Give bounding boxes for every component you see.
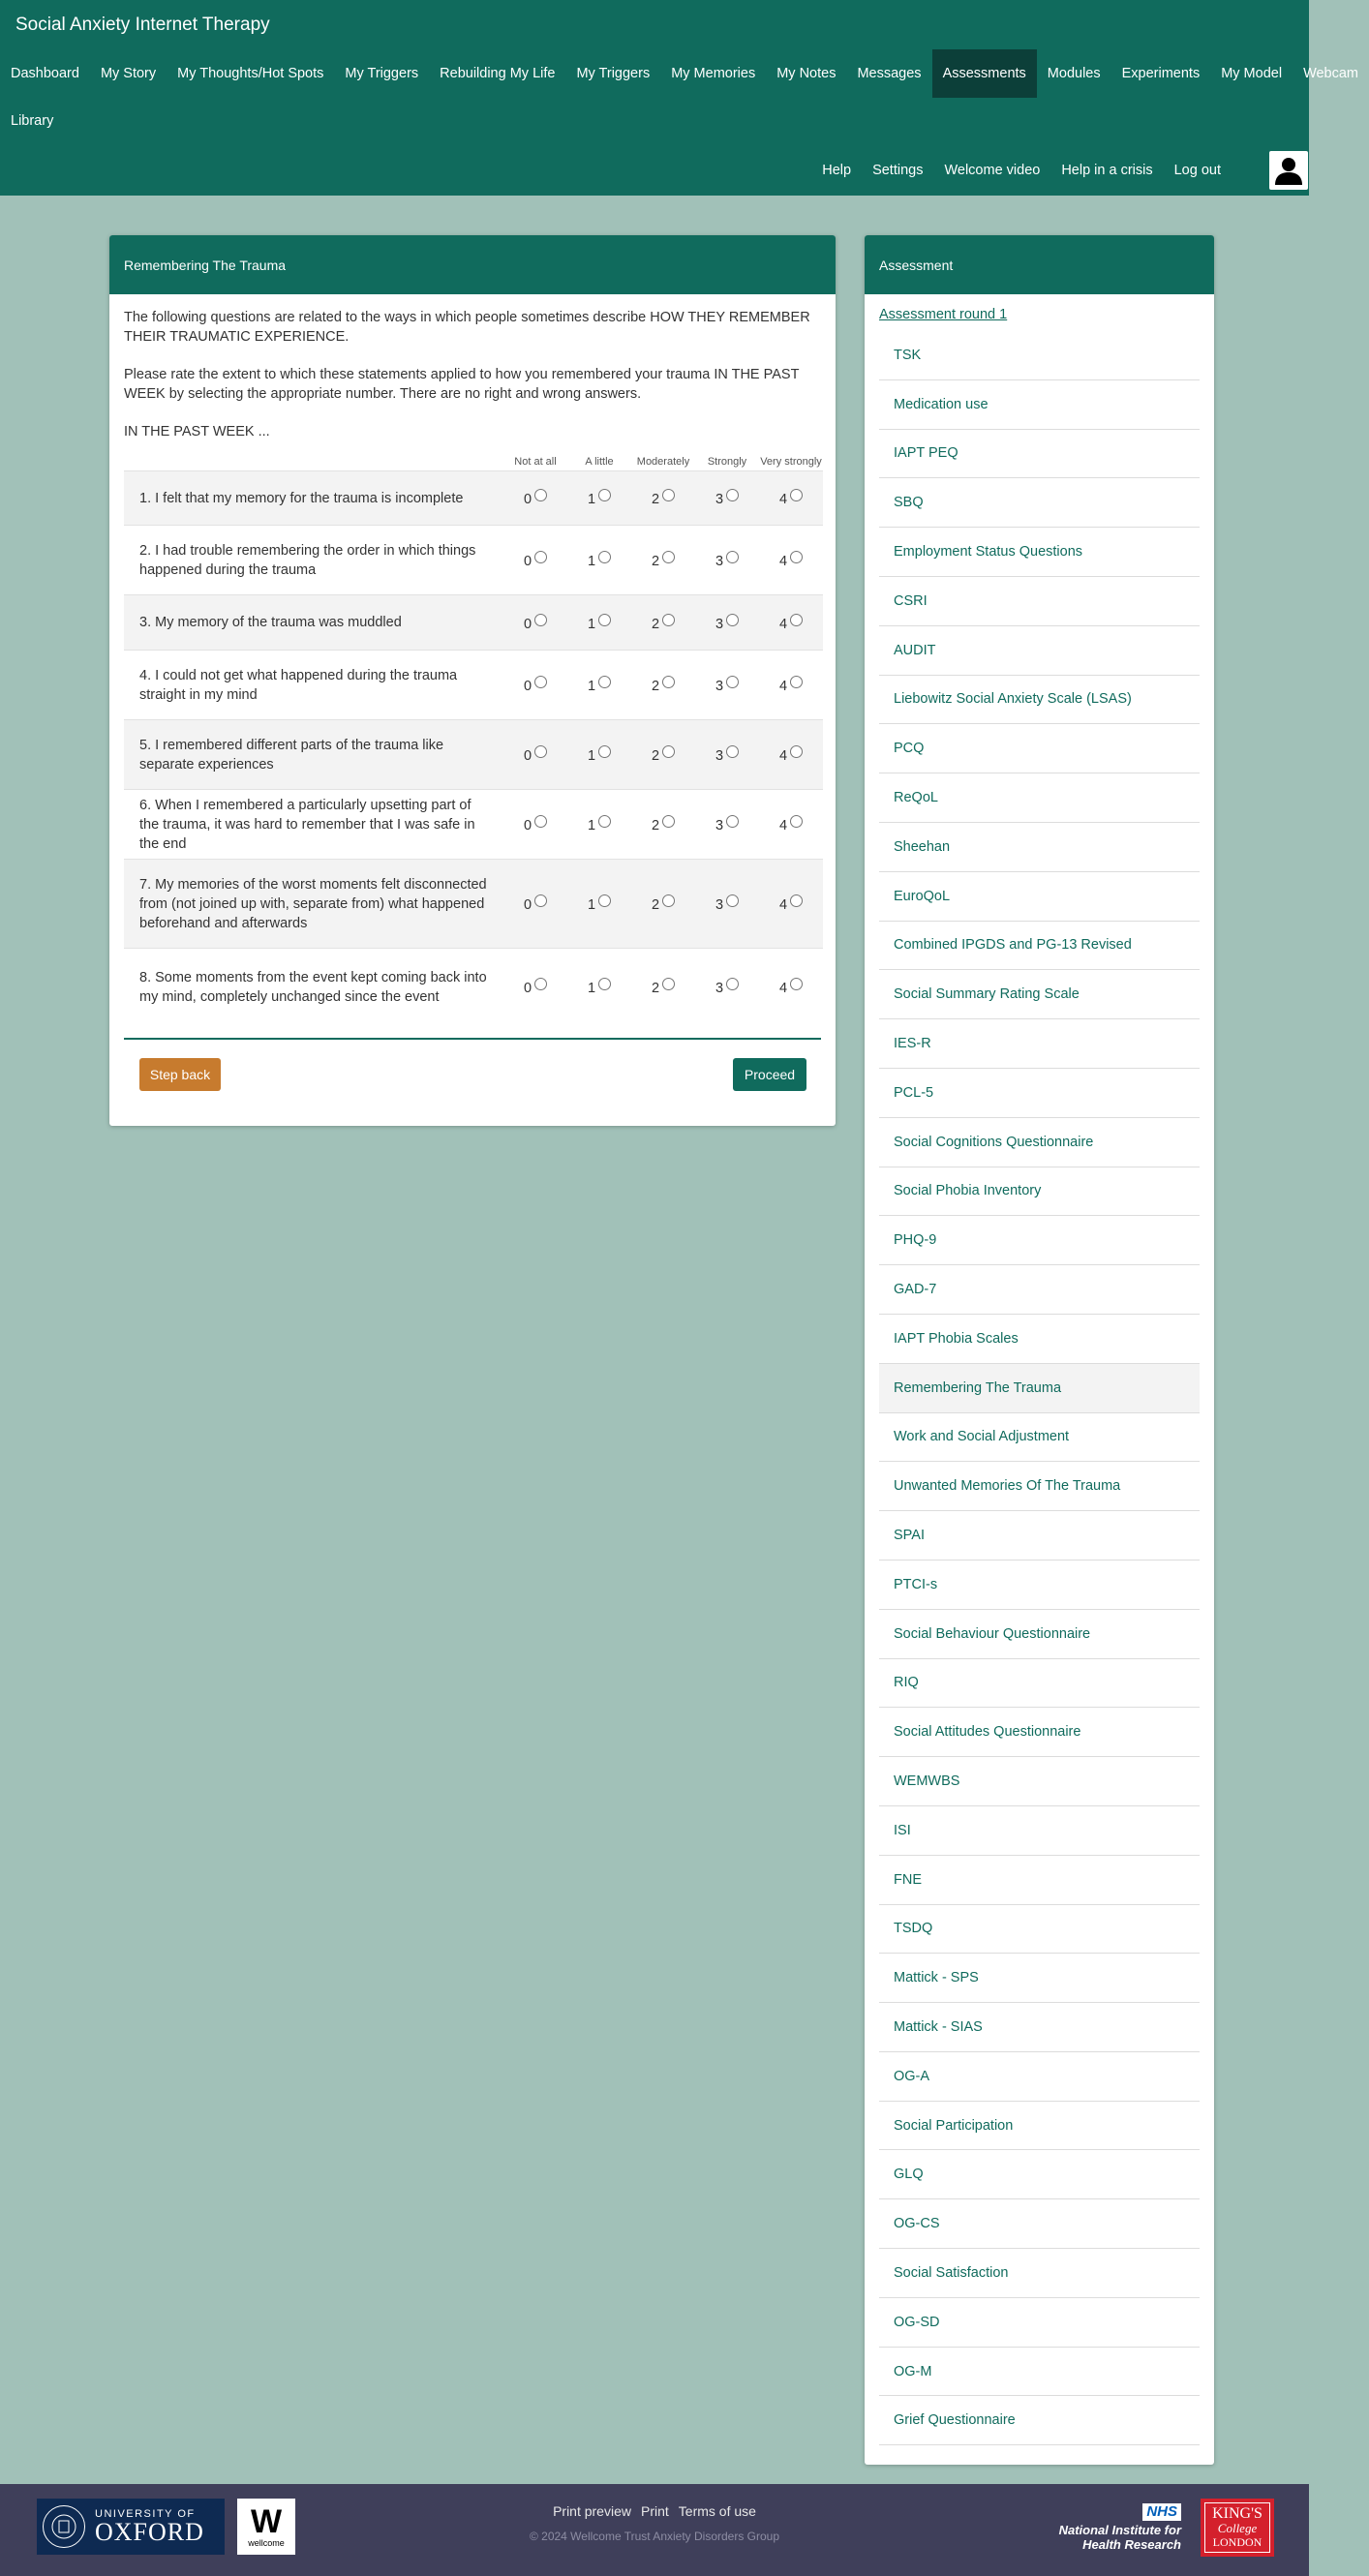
option-value: 1 [587,897,596,913]
nav-item-my-notes[interactable]: My Notes [776,66,837,81]
sidebar-item-tsk[interactable]: TSK [879,331,1200,380]
sidebar-item-og-sd[interactable]: OG-SD [879,2298,1200,2348]
answer-radio[interactable] [726,551,739,563]
question-text: 2. I had trouble remembering the order in which things happened during the trauma [139,542,476,578]
answer-radio[interactable] [790,676,803,688]
question-row [124,720,823,790]
option-value: 2 [651,981,660,997]
answer-radio[interactable] [790,614,803,626]
question-text: 8. Some moments from the event kept coming back into my mind, completely unchanged since the event [139,969,487,1005]
option-value: 4 [778,981,788,997]
sidebar-item-social-behaviour-questionnaire[interactable]: Social Behaviour Questionnaire [879,1610,1200,1659]
option-value: 0 [523,492,532,507]
option-value: 4 [778,679,788,694]
sidebar-item-og-cs[interactable]: OG-CS [879,2199,1200,2249]
sidebar-item-social-cognitions-questionnaire[interactable]: Social Cognitions Questionnaire [879,1118,1200,1167]
sidebar-title: Assessment [865,235,1214,294]
answer-radio[interactable] [534,745,547,758]
option-value: 0 [523,981,532,997]
sidebar-item-gad-7[interactable]: GAD-7 [879,1265,1200,1315]
option-value: 3 [715,897,724,913]
nav-item-messages[interactable]: Messages [857,66,922,81]
nav-item-my-triggers[interactable]: My Triggers [576,66,651,81]
option-value: 2 [651,897,660,913]
answer-radio[interactable] [662,676,675,688]
option-value: 2 [651,748,660,764]
answer-radio[interactable] [790,551,803,563]
nhs-badge: NHS [1142,2503,1181,2521]
answer-option [631,860,695,949]
nav-item-library[interactable]: Library [11,113,54,129]
kings-line2: College [1217,2521,1258,2535]
answer-radio[interactable] [534,489,547,501]
utility-link-help-in-a-crisis[interactable]: Help in a crisis [1061,163,1153,178]
answer-option [567,651,631,720]
answer-radio[interactable] [662,894,675,907]
answer-radio[interactable] [726,894,739,907]
proceed-button[interactable]: Proceed [733,1058,806,1091]
answer-radio[interactable] [598,978,611,990]
page-footer [0,2484,1309,2576]
question-row [124,860,823,949]
answer-option [631,720,695,790]
sidebar-item-iapt-phobia-scales[interactable]: IAPT Phobia Scales [879,1315,1200,1364]
answer-option [631,595,695,651]
sidebar-item-ies-r[interactable]: IES-R [879,1019,1200,1069]
answer-option [567,790,631,860]
scale-header-a-little: A little [585,456,614,468]
answer-radio[interactable] [598,614,611,626]
answer-option [695,790,759,860]
user-profile-button[interactable] [1269,151,1308,190]
question-row [124,526,823,595]
answer-option [503,860,567,949]
answer-radio[interactable] [662,489,675,501]
assessment-round-link[interactable]: Assessment round 1 [879,307,1008,322]
answer-radio[interactable] [790,978,803,990]
sidebar-item-tsdq[interactable]: TSDQ [879,1905,1200,1955]
sidebar-item-euroqol[interactable]: EuroQoL [879,872,1200,922]
scale-header-not-at-all: Not at all [514,456,557,468]
answer-option [695,949,759,1026]
questionnaire-panel [109,235,836,1126]
instructions-text: Please rate the extent to which these statements applied to how you remembered your trauma IN THE PAST WEEK by selecting the appropriate number. There are no right and wrong answers. [124,367,800,402]
form-divider [124,1038,821,1040]
question-text: 6. When I remembered a particularly upsetting part of the trauma, it was hard to remember that I was safe in the end [139,797,475,852]
answer-option [759,790,823,860]
sidebar-item-social-phobia-inventory[interactable]: Social Phobia Inventory [879,1167,1200,1217]
answer-option [695,526,759,595]
option-value: 3 [715,748,724,764]
option-value: 3 [715,492,724,507]
sidebar-item-pcl-5[interactable]: PCL-5 [879,1069,1200,1118]
sidebar-item-spai[interactable]: SPAI [879,1511,1200,1561]
copyright-text: © 2024 Wellcome Trust Anxiety Disorders Group [529,2530,780,2543]
nav-item-dashboard[interactable]: Dashboard [11,66,79,81]
answer-radio[interactable] [534,551,547,563]
answer-option [759,526,823,595]
sidebar-item-ptci-s[interactable]: PTCI-s [879,1561,1200,1610]
answer-option [567,949,631,1026]
answer-option [567,595,631,651]
nav-item-webcam[interactable]: Webcam [1303,66,1359,81]
utility-link-welcome-video[interactable]: Welcome video [944,163,1041,178]
sidebar-item-unwanted-memories-of-the-trauma[interactable]: Unwanted Memories Of The Trauma [879,1462,1200,1511]
answer-option [631,526,695,595]
main-nav-row2 [0,98,1309,144]
step-back-button[interactable]: Step back [139,1058,221,1091]
nav-item-assessments[interactable]: Assessments [932,49,1037,98]
option-value: 4 [778,554,788,569]
nav-item-my-memories[interactable]: My Memories [671,66,756,81]
answer-option [567,471,631,526]
option-value: 0 [523,554,532,569]
app-header [0,0,1359,196]
answer-option [503,790,567,860]
wellcome-mark: W [250,2503,283,2540]
option-value: 2 [651,554,660,569]
option-value: 3 [715,818,724,833]
answer-option [759,471,823,526]
option-value: 4 [778,818,788,833]
option-value: 1 [587,748,596,764]
question-text: 3. My memory of the trauma was muddled [139,615,402,630]
answer-radio[interactable] [726,745,739,758]
question-text: 1. I felt that my memory for the trauma is incomplete [139,490,464,506]
answer-option [567,720,631,790]
sidebar-item-audit[interactable]: AUDIT [879,626,1200,676]
answer-option [503,526,567,595]
nihr-line1: National Institute for [1058,2523,1181,2537]
answer-radio[interactable] [662,614,675,626]
question-text: 5. I remembered different parts of the trauma like separate experiences [139,737,444,773]
timeframe-text: IN THE PAST WEEK ... [124,424,270,439]
sidebar-item-pcq[interactable]: PCQ [879,724,1200,773]
kings-line1: KING'S [1212,2505,1263,2522]
nav-item-modules[interactable]: Modules [1047,66,1101,81]
scale-header-very-strongly: Very strongly [760,456,822,468]
nihr-line2: Health Research [1082,2537,1181,2552]
option-value: 0 [523,679,532,694]
sidebar-item-mattick-sias[interactable]: Mattick - SIAS [879,2003,1200,2052]
option-value: 3 [715,981,724,997]
footer-link-print-preview[interactable]: Print preview [553,2503,631,2519]
answer-radio[interactable] [726,978,739,990]
sidebar-item-social-attitudes-questionnaire[interactable]: Social Attitudes Questionnaire [879,1708,1200,1757]
answer-radio[interactable] [790,745,803,758]
option-value: 4 [778,616,788,632]
answer-radio[interactable] [598,894,611,907]
option-value: 4 [778,748,788,764]
option-value: 4 [778,897,788,913]
answer-radio[interactable] [726,676,739,688]
brand-title[interactable]: Social Anxiety Internet Therapy [15,15,270,35]
sidebar-item-sheehan[interactable]: Sheehan [879,823,1200,872]
scale-header-moderately: Moderately [636,456,690,468]
answer-option [759,860,823,949]
nav-item-my-triggers[interactable]: My Triggers [345,66,419,81]
kings-line3: LONDON [1212,2535,1263,2549]
sidebar-item-iapt-peq[interactable]: IAPT PEQ [879,430,1200,479]
footer-link-terms-of-use[interactable]: Terms of use [678,2503,756,2519]
nav-item-my-model[interactable]: My Model [1221,66,1283,81]
question-text: 4. I could not get what happened during the trauma straight in my mind [139,667,458,703]
nav-item-rebuilding-my-life[interactable]: Rebuilding My Life [440,66,556,81]
answer-radio[interactable] [790,894,803,907]
sidebar-item-liebowitz-social-anxiety-scale-lsas[interactable]: Liebowitz Social Anxiety Scale (LSAS) [879,676,1200,725]
answer-radio[interactable] [790,815,803,828]
assessment-list [879,331,1200,2445]
answer-option [759,595,823,651]
answer-radio[interactable] [726,815,739,828]
answer-option [503,949,567,1026]
answer-option [759,651,823,720]
sidebar-item-fne[interactable]: FNE [879,1856,1200,1905]
option-value: 0 [523,897,532,913]
sidebar-item-mattick-sps[interactable]: Mattick - SPS [879,1954,1200,2003]
option-value: 1 [587,616,596,632]
sidebar-item-grief-questionnaire[interactable]: Grief Questionnaire [879,2396,1200,2445]
question-row [124,651,823,720]
question-table [124,451,823,1026]
assessment-sidebar [865,235,1214,2465]
option-value: 3 [715,679,724,694]
answer-radio[interactable] [662,551,675,563]
answer-option [695,595,759,651]
answer-option [503,720,567,790]
utility-link-log-out[interactable]: Log out [1173,163,1221,178]
answer-option [631,471,695,526]
oxford-line1: UNIVERSITY OF [95,2508,196,2520]
option-value: 3 [715,616,724,632]
answer-option [695,471,759,526]
answer-radio[interactable] [534,676,547,688]
option-value: 0 [523,748,532,764]
nav-item-my-thoughts-hot-spots[interactable]: My Thoughts/Hot Spots [177,66,324,81]
sidebar-item-social-summary-rating-scale[interactable]: Social Summary Rating Scale [879,970,1200,1019]
answer-option [503,595,567,651]
nav-item-my-story[interactable]: My Story [100,66,157,81]
answer-option [503,471,567,526]
option-value: 3 [715,554,724,569]
answer-radio[interactable] [662,815,675,828]
answer-option [631,651,695,720]
option-value: 1 [587,492,596,507]
answer-radio[interactable] [598,745,611,758]
user-icon [1274,156,1303,185]
answer-option [695,720,759,790]
scale-header-strongly: Strongly [707,456,747,468]
answer-option [695,651,759,720]
sidebar-item-combined-ipgds-and-pg-13-revised[interactable]: Combined IPGDS and PG-13 Revised [879,922,1200,971]
sidebar-item-og-a[interactable]: OG-A [879,2052,1200,2102]
option-value: 2 [651,492,660,507]
option-value: 2 [651,818,660,833]
option-value: 2 [651,679,660,694]
sidebar-item-phq-9[interactable]: PHQ-9 [879,1216,1200,1265]
sidebar-item-csri[interactable]: CSRI [879,577,1200,626]
nav-item-experiments[interactable]: Experiments [1121,66,1201,81]
answer-radio[interactable] [598,489,611,501]
footer-link-print[interactable]: Print [640,2503,669,2519]
answer-radio[interactable] [662,978,675,990]
sidebar-item-isi[interactable]: ISI [879,1806,1200,1856]
option-value: 1 [587,554,596,569]
answer-radio[interactable] [598,815,611,828]
question-text: 7. My memories of the worst moments felt disconnected from (not joined up with, separate from) what happened beforehand and afterwards [139,876,487,931]
answer-option [567,860,631,949]
option-value: 4 [778,492,788,507]
option-value: 1 [587,679,596,694]
answer-radio[interactable] [790,489,803,501]
utility-link-settings[interactable]: Settings [872,163,924,178]
sidebar-item-reqol[interactable]: ReQoL [879,773,1200,823]
sidebar-item-social-satisfaction[interactable]: Social Satisfaction [879,2249,1200,2298]
answer-option [567,526,631,595]
answer-option [503,651,567,720]
answer-option [631,790,695,860]
questionnaire-title: Remembering The Trauma [109,235,836,294]
answer-option [759,949,823,1026]
question-column-header [124,451,503,471]
sidebar-item-work-and-social-adjustment[interactable]: Work and Social Adjustment [879,1413,1200,1463]
option-value: 1 [587,818,596,833]
question-row [124,471,823,526]
sidebar-item-og-m[interactable]: OG-M [879,2348,1200,2397]
intro-text: The following questions are related to the ways in which people sometimes describe HOW THEY REMEMBER THEIR TRAUMATIC EXPERIENCE. [124,310,810,345]
answer-radio[interactable] [662,745,675,758]
answer-radio[interactable] [534,978,547,990]
option-value: 1 [587,981,596,997]
answer-radio[interactable] [726,614,739,626]
sidebar-item-wemwbs[interactable]: WEMWBS [879,1757,1200,1806]
answer-option [759,720,823,790]
answer-radio[interactable] [534,815,547,828]
answer-radio[interactable] [726,489,739,501]
answer-radio[interactable] [598,551,611,563]
question-row [124,949,823,1026]
question-row [124,595,823,651]
sidebar-item-sbq[interactable]: SBQ [879,478,1200,528]
nihr-logo[interactable] [1048,2503,1181,2552]
answer-option [695,860,759,949]
answer-radio[interactable] [598,676,611,688]
answer-radio[interactable] [534,894,547,907]
answer-option [631,949,695,1026]
option-value: 2 [651,616,660,632]
question-row [124,790,823,860]
main-nav [0,49,1359,98]
option-value: 0 [523,818,532,833]
wellcome-text: wellcome [248,2538,285,2548]
utility-link-help[interactable]: Help [822,163,852,178]
sidebar-item-riq[interactable]: RIQ [879,1659,1200,1709]
sidebar-item-glq[interactable]: GLQ [879,2150,1200,2199]
utility-nav [811,151,1232,190]
oxford-line2: OXFORD [95,2518,204,2546]
kings-college-logo[interactable] [1201,2499,1274,2557]
option-value: 0 [523,616,532,632]
sidebar-item-employment-status-questions[interactable]: Employment Status Questions [879,528,1200,577]
answer-radio[interactable] [534,614,547,626]
sidebar-item-social-participation[interactable]: Social Participation [879,2102,1200,2151]
sidebar-item-remembering-the-trauma[interactable]: Remembering The Trauma [879,1364,1200,1413]
sidebar-item-medication-use[interactable]: Medication use [879,380,1200,430]
